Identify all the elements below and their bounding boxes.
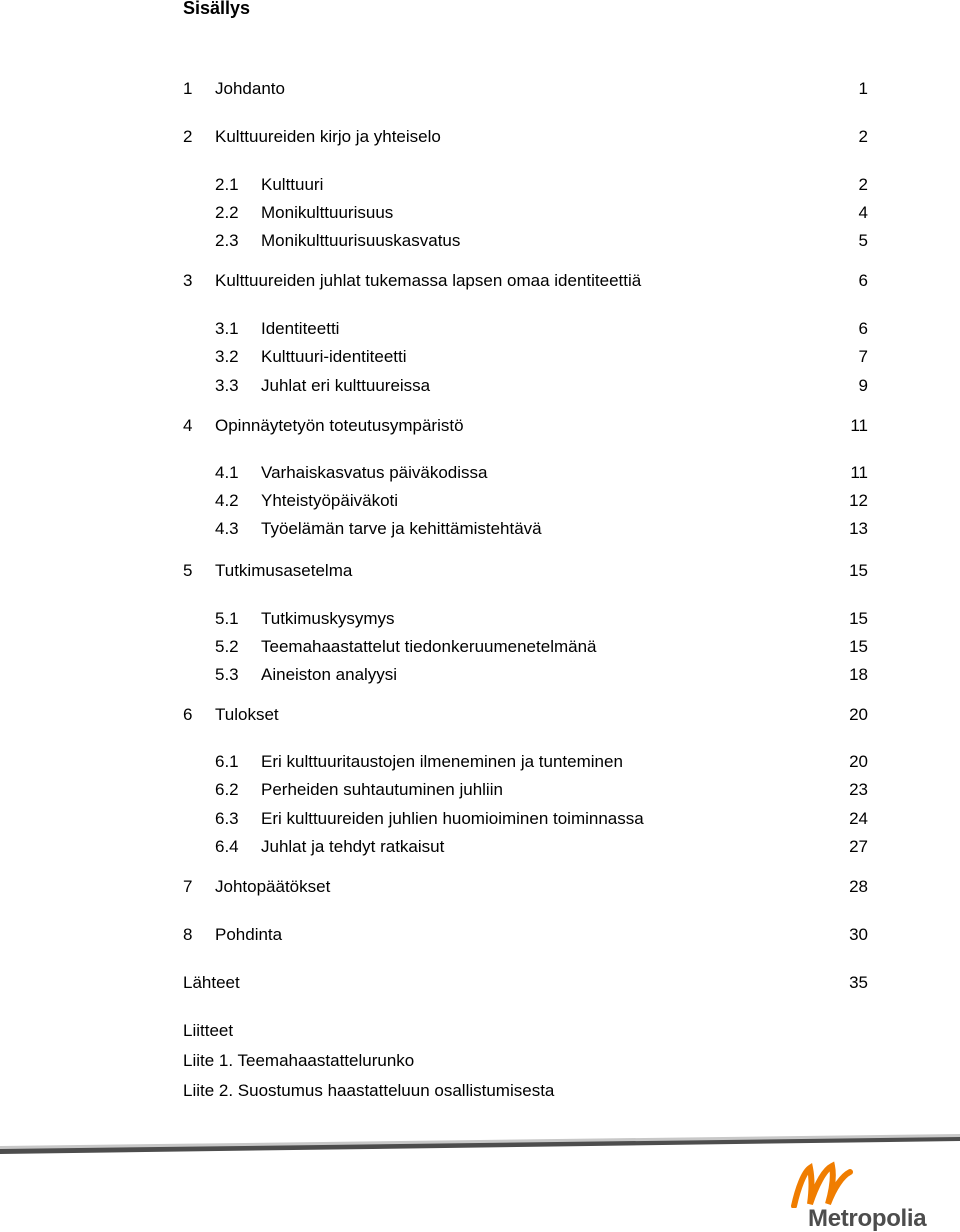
toc-entry-number: 2.1 (215, 175, 239, 194)
toc-entry (0, 346, 960, 368)
toc-entry (0, 608, 960, 630)
page-title: Sisällys (183, 0, 251, 18)
toc-entry-title: Tulokset (215, 705, 279, 724)
toc-entry (0, 924, 960, 946)
logo-text: Metropolia (808, 1205, 927, 1232)
toc-entry (0, 174, 960, 196)
toc-entry-title: Kulttuuri-identiteetti (261, 347, 407, 366)
toc-entry-number: 2.2 (215, 203, 239, 222)
toc-entry-number: 5.3 (215, 665, 239, 684)
appendices-heading: Liitteet (183, 1021, 234, 1040)
toc-entry (0, 664, 960, 686)
toc-entry (0, 202, 960, 224)
toc-entry-number: 6.1 (215, 752, 239, 771)
toc-entry-page: 12 (849, 491, 868, 510)
toc-entry-number: 2 (183, 127, 193, 146)
toc-entry-page: 20 (849, 752, 868, 771)
toc-entry-number: 5.1 (215, 609, 239, 628)
toc-entry-page: 20 (849, 705, 868, 724)
toc-entry-page: 13 (849, 519, 868, 538)
toc-entry-page: 2 (858, 127, 868, 146)
toc-entry (0, 972, 960, 994)
toc-entry-title: Teemahaastattelut tiedonkeruumenetelmänä (261, 637, 597, 656)
toc-entry-page: 7 (858, 347, 868, 366)
toc-entry-title: Perheiden suhtautuminen juhliin (261, 780, 503, 799)
toc-entry-page: 30 (849, 925, 868, 944)
toc-entry-title: Identiteetti (261, 319, 340, 338)
toc-entry (0, 230, 960, 252)
toc-entry-page: 15 (849, 561, 868, 580)
toc-entry-number: 6.3 (215, 809, 239, 828)
toc-entry-title: Työelämän tarve ja kehittämistehtävä (261, 519, 542, 538)
toc-entry-title: Yhteistyöpäiväkoti (261, 491, 399, 510)
appendix-item: Liite 1. Teemahaastattelurunko (183, 1051, 415, 1070)
toc-entry-title: Eri kulttuuritaustojen ilmeneminen ja tunteminen (261, 752, 623, 771)
toc-entry-page: 6 (858, 319, 868, 338)
toc-entry-title: Varhaiskasvatus päiväkodissa (261, 463, 488, 482)
toc-entry (0, 78, 960, 100)
toc-entry (0, 490, 960, 512)
toc-entry-number: 3 (183, 271, 193, 290)
toc-entry-page: 2 (858, 175, 868, 194)
toc-entry-page: 5 (858, 231, 868, 250)
toc-entry (0, 808, 960, 830)
toc-entry (0, 518, 960, 540)
toc-entry-title: Tutkimusasetelma (215, 561, 353, 580)
toc-entry-title: Lähteet (183, 973, 240, 992)
toc-entry-page: 1 (858, 79, 868, 98)
footer-swoosh (0, 1132, 960, 1158)
toc-entry (0, 704, 960, 726)
toc-entry-title: Kulttuuri (261, 175, 324, 194)
toc-entry-page: 28 (849, 877, 868, 896)
toc-entry-number: 4 (183, 416, 193, 435)
toc-entry-page: 9 (858, 376, 868, 395)
toc-entry-title: Opinnäytetyön toteutusympäristö (215, 416, 464, 435)
toc-entry-page: 11 (850, 416, 868, 435)
toc-entry-page: 4 (858, 203, 868, 222)
toc-entry (0, 375, 960, 397)
toc-entry-number: 8 (183, 925, 193, 944)
toc-entry-page: 27 (849, 837, 868, 856)
toc-entry-title: Kulttuureiden juhlat tukemassa lapsen omaa identiteettiä (215, 271, 642, 290)
toc-entry-title: Juhlat ja tehdyt ratkaisut (261, 837, 445, 856)
toc-entry-number: 6.2 (215, 780, 239, 799)
toc-entry-title: Monikulttuurisuuskasvatus (261, 231, 461, 250)
toc-entry-title: Johtopäätökset (215, 877, 331, 896)
toc-entry (0, 270, 960, 292)
toc-entry-number: 7 (183, 877, 193, 896)
toc-entry-number: 6.4 (215, 837, 239, 856)
toc-entry-page: 24 (849, 809, 868, 828)
toc-entry-title: Pohdinta (215, 925, 283, 944)
toc-entry-title: Eri kulttuureiden juhlien huomioiminen toiminnassa (261, 809, 644, 828)
toc-entry-title: Juhlat eri kulttuureissa (261, 376, 431, 395)
toc-entry-number: 6 (183, 705, 193, 724)
toc-entry-number: 3.1 (215, 319, 239, 338)
toc-entry-number: 3.3 (215, 376, 239, 395)
toc-entry (0, 318, 960, 340)
toc-entry-title: Johdanto (215, 79, 285, 98)
toc-entry (0, 560, 960, 582)
toc-entry (0, 415, 960, 437)
toc-entry-number: 5 (183, 561, 193, 580)
toc-entry (0, 126, 960, 148)
toc-entry-title: Tutkimuskysymys (261, 609, 395, 628)
appendix-item: Liite 2. Suostumus haastatteluun osallistumisesta (183, 1081, 555, 1100)
toc-entry (0, 751, 960, 773)
toc-entry (0, 462, 960, 484)
toc-entry-page: 11 (850, 463, 868, 482)
toc-entry-number: 1 (183, 79, 193, 98)
metropolia-m-icon (788, 1158, 928, 1208)
toc-entry-number: 2.3 (215, 231, 239, 250)
toc-entry-page: 15 (849, 637, 868, 656)
toc-entry (0, 876, 960, 898)
toc-entry-page: 35 (849, 973, 868, 992)
toc-entry-title: Monikulttuurisuus (261, 203, 394, 222)
toc-entry-page: 23 (849, 780, 868, 799)
toc-entry (0, 636, 960, 658)
toc-entry-page: 18 (849, 665, 868, 684)
toc-entry-number: 5.2 (215, 637, 239, 656)
toc-entry-page: 15 (849, 609, 868, 628)
toc-entry-title: Aineiston analyysi (261, 665, 398, 684)
toc-entry-number: 4.3 (215, 519, 239, 538)
toc-entry-number: 4.2 (215, 491, 239, 510)
toc-entry-page: 6 (858, 271, 868, 290)
toc-entry (0, 779, 960, 801)
toc-entry (0, 836, 960, 858)
toc-entry-title: Kulttuureiden kirjo ja yhteiselo (215, 127, 441, 146)
toc-entry-number: 4.1 (215, 463, 239, 482)
toc-entry-number: 3.2 (215, 347, 239, 366)
